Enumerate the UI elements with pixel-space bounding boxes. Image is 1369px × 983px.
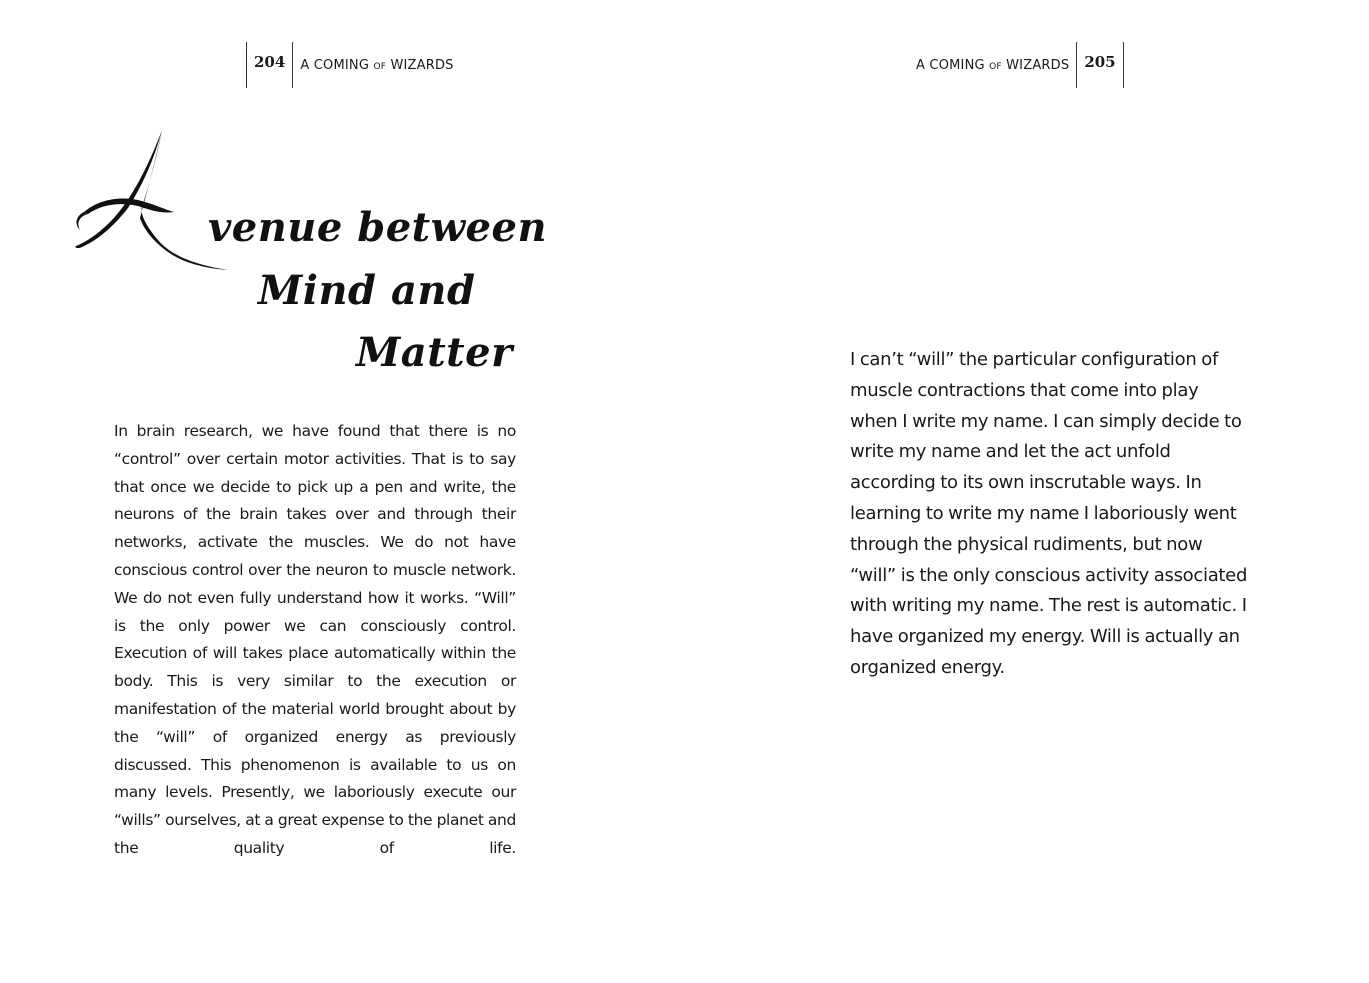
right-running-header: [909, 42, 1124, 88]
running-title: [909, 58, 1076, 73]
running-title-part2: WIZARDS: [386, 57, 454, 73]
page-number: 205: [1084, 53, 1116, 71]
body-paragraph: I can’t “will” the particular configuration of muscle contractions that come into play when I write my name. I can simply decide to write my name and let the act unfold according to its own inscrutable ways. In learning to write my name I laboriously went through the physical rudiments, but now “will” is the only conscious activity associated with writing my name. The rest is automatic. I have organized my energy. Will is actually an organized energy.: [850, 349, 1248, 678]
body-paragraph: In brain research, we have found that there is no “control” over certain motor activities. That is to say that once we decide to pick up a pen and write, the neurons of the brain takes over and through their networks, activate the muscles. We do not have conscious control over the neuron to muscle network. We do not even fully understand how it works. “Will” is the only power we can consciously control. Execution of will takes place automatically within the body. This is very similar to the execution or manifestation of the material world brought about by the “will” of organized energy as previously discussed. This phenomenon is available to us on many levels. Presently, we laboriously execute our “wills” ourselves, at a great expense to the planet and the quality of life.: [114, 422, 516, 857]
left-running-header: [246, 42, 461, 88]
chapter-title-line-2: Mind and: [258, 267, 476, 314]
left-page: [0, 0, 684, 983]
page-number: 204: [254, 53, 286, 71]
running-title-small: OF: [989, 61, 1002, 72]
chapter-title-line-3: Matter: [356, 329, 513, 376]
running-title-small: OF: [373, 61, 387, 72]
right-page: [684, 0, 1369, 983]
running-title-part1: A COMING: [300, 57, 374, 73]
header-rule: [1123, 42, 1124, 88]
chapter-title-line-1: venue between: [208, 204, 548, 251]
running-title-part1: A COMING: [916, 57, 990, 73]
running-title: [293, 58, 460, 73]
running-title-part2: WIZARDS: [1001, 57, 1070, 73]
chapter-title: [70, 122, 548, 392]
